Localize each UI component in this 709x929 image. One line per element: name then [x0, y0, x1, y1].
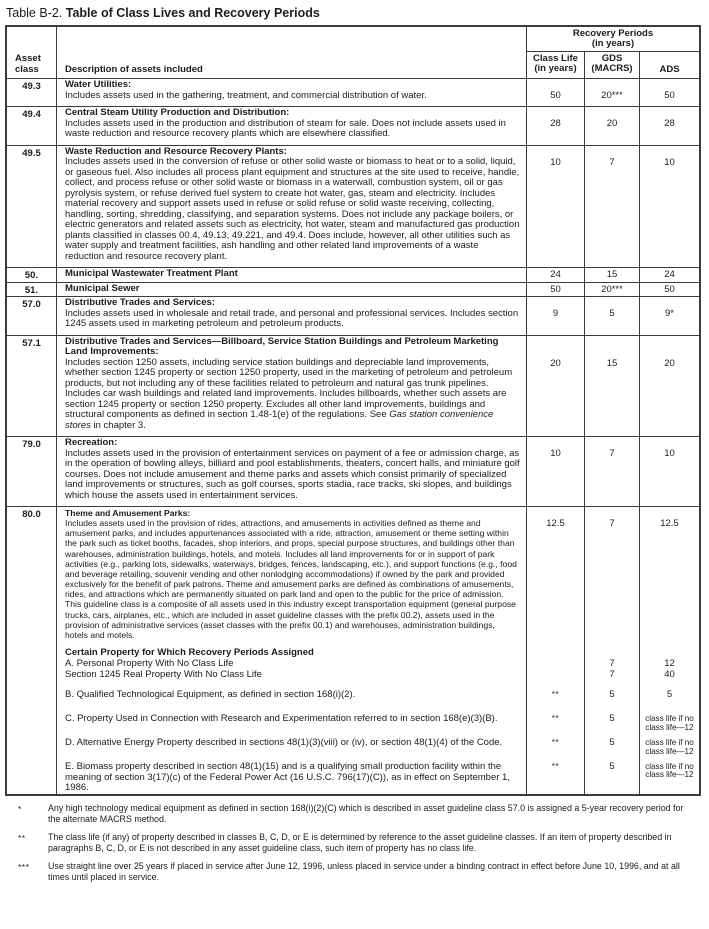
asset-title: Recreation:	[65, 437, 118, 448]
item-text: D. Alternative Energy Property described in sections 48(1)(3)(viii) or (iv), or section 48(1)(4) of the Code.	[57, 738, 527, 762]
ads-value: 12	[664, 657, 675, 669]
ads-value: class life if no class life—12	[645, 761, 694, 780]
ads-value: 28	[664, 118, 675, 129]
asset-class-cell-empty	[7, 738, 57, 762]
gds-value: 7	[585, 507, 640, 646]
class-life-value: 50	[527, 283, 585, 297]
table-row	[7, 106, 699, 145]
asset-body: Includes assets used in the provision of entertainment services on payment of a fee or admission charge, as in the operation of bowling alleys, billiard and pool establishments, theaters, concert halls, and miniature golf courses. Does not include amusement and theme parks and assets which consist primarily of specialized land improvements or structures, such as golf courses, sports stadia, race tracks, ski slopes, and buildings which house the assets used in entertainment services.	[65, 447, 520, 501]
item-text: A. Personal Property With No Class Life	[57, 659, 527, 670]
class-life-value	[527, 659, 585, 670]
gds-value: 7	[585, 670, 640, 691]
asset-title: Distributive Trades and Services—Billboard, Service Station Buildings and Petroleum Marketing Land Improvements:	[65, 335, 499, 357]
footnote-symbol: **	[18, 833, 26, 844]
header-class-life: Class Life (in years)	[527, 52, 585, 78]
table-row	[7, 267, 699, 282]
gds-value: 5	[585, 714, 640, 738]
class-life-value: 28	[527, 107, 585, 145]
certain-property-item	[7, 690, 699, 714]
ads-value: 10	[664, 156, 675, 168]
ads-value: 5	[666, 689, 673, 701]
asset-title: Central Steam Utility Production and Distribution:	[65, 107, 290, 118]
class-life-cell-empty	[527, 646, 585, 659]
asset-title: Theme and Amusement Parks:	[65, 508, 191, 518]
asset-class-cell-empty	[7, 714, 57, 738]
gds-value: 20***	[585, 79, 640, 106]
ads-value: 24	[664, 269, 675, 280]
gds-value: 7	[585, 146, 640, 268]
gds-value: 5	[585, 297, 640, 335]
item-text: B. Qualified Technological Equipment, as defined in section 168(i)(2).	[57, 690, 527, 714]
footnotes	[18, 803, 702, 883]
table-row	[7, 506, 699, 646]
table-row	[7, 145, 699, 268]
certain-property-item	[7, 762, 699, 794]
table-row	[7, 282, 699, 297]
asset-class-cell-empty	[7, 670, 57, 691]
description-cell	[57, 507, 527, 646]
item-text: C. Property Used in Connection with Research and Experimentation referred to in section 168(e)(3)(B).	[57, 714, 527, 738]
description-cell	[57, 297, 527, 335]
footnote	[18, 861, 702, 883]
asset-title: Municipal Wastewater Treatment Plant	[65, 268, 238, 279]
gds-value: 15	[585, 336, 640, 437]
description-cell	[57, 437, 527, 506]
asset-body: Includes assets used in the production and distribution of steam for sale. Does not include assets used in waste reduction and resource recovery plants which are elsewhere classified.	[65, 117, 506, 139]
class-life-value: 50	[527, 79, 585, 106]
asset-body: Includes assets used in wholesale and retail trade, and personal and professional services. Includes section 1245 assets used in marketing petroleum and petroleum products.	[65, 307, 519, 329]
footnote	[18, 803, 702, 825]
table-row	[7, 296, 699, 335]
description-cell	[57, 107, 527, 145]
gds-value: 5	[585, 738, 640, 762]
class-lives-table	[5, 25, 701, 796]
asset-class-value: 80.0	[7, 507, 57, 646]
certain-property-item	[7, 714, 699, 738]
footnote-symbol: ***	[18, 862, 30, 873]
class-life-value: **	[527, 762, 585, 794]
gds-value: 15	[585, 268, 640, 282]
asset-body: Includes assets used in the gathering, treatment, and commercial distribution of water.	[65, 89, 427, 101]
footnote-text: Use straight line over 25 years if placed in service after June 12, 1996, unless placed in service under a binding contract in effect before June 10, 1996, and at all times until placed in service.	[48, 861, 680, 883]
header-description: Description of assets included	[57, 27, 527, 78]
asset-class-value: 57.0	[7, 297, 57, 335]
asset-class-value: 51.	[7, 283, 57, 297]
certain-property-item	[7, 659, 699, 670]
asset-class-cell-empty	[7, 762, 57, 794]
gds-cell-empty	[585, 646, 640, 659]
certain-property-item	[7, 738, 699, 762]
gds-value: 5	[585, 762, 640, 794]
gds-value: 7	[585, 659, 640, 670]
item-text: E. Biomass property described in section 48(1)(15) and is a qualifying small production facility within the meaning of section 3(17)(c) of the Federal Power Act (16 U.S.C. 796(17)(C)), as in effect on September 1, 1986.	[57, 762, 527, 794]
class-life-value: 10	[527, 437, 585, 506]
class-life-value: 12.5	[527, 507, 585, 646]
header-recovery-line2: (in years)	[591, 38, 635, 49]
asset-title: Municipal Sewer	[65, 282, 140, 294]
ads-cell-empty	[640, 646, 699, 659]
footnote-symbol: *	[18, 804, 22, 815]
gds-value: 7	[585, 437, 640, 506]
gds-value: 20***	[585, 283, 640, 297]
ads-value: 12.5	[660, 518, 679, 529]
header-gds: GDS (MACRS)	[585, 52, 640, 78]
asset-class-value: 79.0	[7, 437, 57, 506]
ads-value: class life if no class life—12	[645, 714, 694, 732]
asset-title: Waste Reduction and Resource Recovery Plants:	[65, 145, 287, 157]
description-cell	[57, 336, 527, 437]
class-life-value: **	[527, 690, 585, 714]
asset-title: Distributive Trades and Services:	[65, 297, 215, 308]
table-row	[7, 78, 699, 106]
ads-value: 20	[664, 357, 675, 369]
gds-value: 5	[585, 690, 640, 714]
class-life-value: 10	[527, 146, 585, 268]
asset-body: Includes section 1250 assets, including service station buildings and depreciable land improvements, whether section 1245 property or section 1250 property, used in the marketing of petroleum and petroleum products, but not including any of these facilities related to petroleum and natural gas trunk pipelines. Includes car wash buildings and related land improvements. Includes billboards, whether such assets are section 1245 property or section 1250 property. Excludes all other land improvements, buildings and structural components as defined in section 1.48-1(e) of the regulations. See Gas station convenience stores in chapter 3.	[65, 356, 513, 431]
table-row	[7, 335, 699, 437]
certain-property-heading-row	[7, 646, 699, 659]
asset-class-value: 57.1	[7, 336, 57, 437]
asset-class-value: 49.5	[7, 146, 57, 268]
ads-value: 50	[664, 90, 675, 101]
ads-value: 10	[664, 448, 675, 459]
asset-class-cell-empty	[7, 646, 57, 659]
asset-class-value: 49.4	[7, 107, 57, 145]
asset-class-value: 50.	[7, 268, 57, 282]
footnote-text: The class life (if any) of property described in classes B, C, D, or E is determined by reference to the asset guideline classes. If an item of property described in paragraphs B, C, D, or E is not described in any asset guideline class, such item of property has no class life.	[48, 832, 672, 854]
header-ads: ADS	[659, 63, 680, 75]
ads-value: 40	[664, 668, 675, 680]
asset-class-value: 49.3	[7, 79, 57, 106]
description-cell	[57, 146, 527, 268]
header-recovery-periods	[527, 27, 699, 52]
description-cell	[57, 79, 527, 106]
table-row	[7, 436, 699, 506]
asset-body: Includes assets used in the provision of rides, attractions, and amusements in activities defined as theme and amusement parks, and includes appurtenances associated with a ride, attraction, amusement or theme setting within the park such as ticket booths, facades, shop interiors, and props, special purpose structures, and buildings other than warehouses, administration buildings, hotels, and motels. Includes all land improvements for or in support of park activities (e.g., parking lots, sidewalks, waterways, bridges, fences, landscaping, etc.), and support functions (e.g., food and beverage retailing, souvenir vending and other nonlodging accommodations) if owned by the park and provided exclusively for the benefit of park patrons. Theme and amusement parks are defined as combinations of amusements, rides, and attractions which are permanently situated on park land and open to the public for the price of admission. This guideline class is a composite of all assets used in this industry except transportation equipment (general purpose trucks, cars, airplanes, etc., which are included in asset guideline classes with the prefix 00.2), assets used in the provision of administrative services (asset classes with the prefix 00.1) and warehouses, administration buildings, hotels and motels.	[65, 518, 517, 640]
page-title	[6, 6, 702, 20]
italic-reference: Gas station convenience stores	[65, 409, 494, 431]
certain-property-item	[7, 670, 699, 691]
ads-value: 9*	[665, 308, 674, 319]
header-recovery-line1: Recovery Periods	[572, 27, 654, 39]
ads-value: 50	[664, 283, 675, 295]
header-asset-class: Asset class	[7, 27, 57, 78]
table-header	[7, 27, 699, 78]
class-life-value: **	[527, 738, 585, 762]
asset-title: Water Utilities:	[65, 79, 132, 90]
item-text: Section 1245 Real Property With No Class Life	[57, 670, 527, 691]
description-cell	[57, 283, 527, 297]
asset-body: Includes assets used in the conversion of refuse or other solid waste or biomass to heat or to a solid, liquid, or gaseous fuel. Also includes all process plant equipment and structures at the site used to receive, handle, collect, and process refuse or other solid waste or biomass in a waterwall, combustion system, oil or gas pyrolysis system, or refuse derived fuel system to create hot water, gas, steam and electricity. Includes material recovery and support assets used in refuse or solid refuse or solid waste receiving, collecting, handling, sorting, shredding, classifying, and separation systems. Does not include any package boilers, or electric generators and related assets such as electricity, hot water, steam and manufactured gas production plants classified in classes 00.4, 49.13, 49.221, and 49.4. Does include, however, all other utilities such as water supply and treatment facilities, ash handling and other related land improvements of a waste reduction and resource recovery plant.	[65, 156, 520, 262]
footnote	[18, 832, 702, 854]
table-number: Table B-2.	[6, 6, 63, 20]
gds-value: 20	[585, 107, 640, 145]
asset-class-cell-empty	[7, 659, 57, 670]
class-life-value: 9	[527, 297, 585, 335]
ads-value: class life if no class life—12	[645, 738, 694, 756]
asset-class-cell-empty	[7, 690, 57, 714]
class-life-value	[527, 670, 585, 691]
table-title: Table of Class Lives and Recovery Periods	[65, 6, 320, 20]
certain-property-heading: Certain Property for Which Recovery Periods Assigned	[57, 646, 527, 659]
class-life-value: 24	[527, 268, 585, 282]
class-life-value: 20	[527, 336, 585, 437]
class-life-value: **	[527, 714, 585, 738]
footnote-text: Any high technology medical equipment as defined in section 168(i)(2)(C) which is described in asset guideline class 57.0 is assigned a 5-year recovery period for the alternate MACRS method.	[48, 803, 684, 825]
description-cell	[57, 268, 527, 282]
